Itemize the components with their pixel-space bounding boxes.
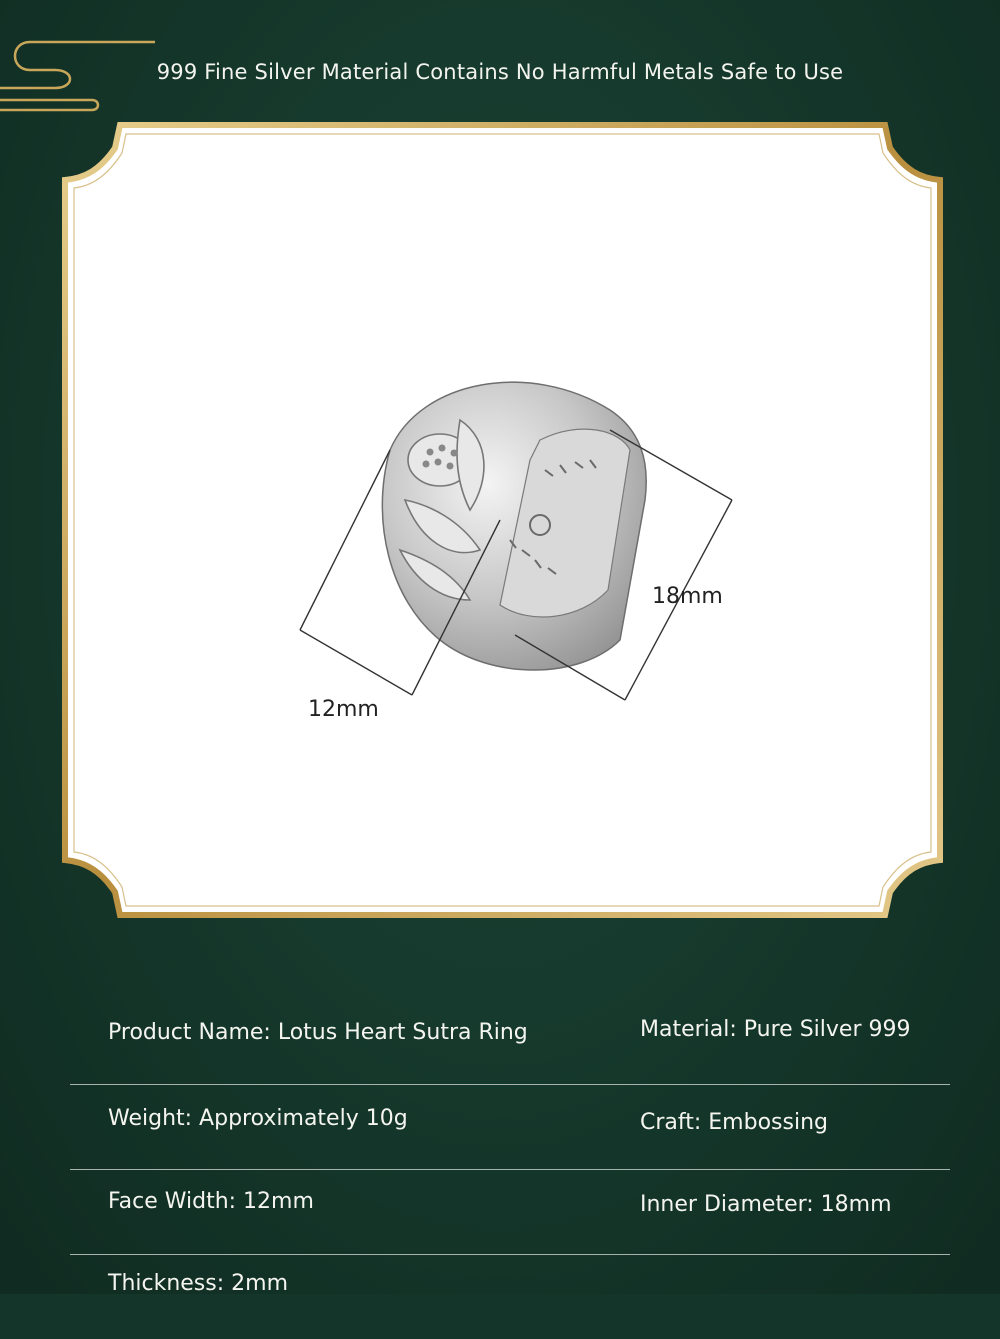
spec-table (70, 1000, 950, 1339)
spec-row (70, 1170, 950, 1255)
spec-row (70, 1000, 950, 1085)
spec-weight: Weight: Approximately 10g (108, 1106, 408, 1131)
spec-product-name: Product Name: Lotus Heart Sutra Ring (108, 1020, 528, 1045)
spec-row (70, 1085, 950, 1170)
diameter-dimension-label: 18mm (652, 584, 723, 609)
spec-face-width: Face Width: 12mm (108, 1189, 314, 1214)
tagline: 999 Fine Silver Material Contains No Harmful Metals Safe to Use (156, 60, 844, 84)
spec-thickness: Thickness: 2mm (108, 1271, 288, 1296)
spec-material: Material: Pure Silver 999 (640, 1017, 911, 1042)
width-dimension-label: 12mm (308, 697, 379, 722)
spec-row (70, 1255, 950, 1339)
spec-inner-diameter: Inner Diameter: 18mm (640, 1192, 892, 1217)
product-image-frame (60, 120, 945, 920)
spec-craft: Craft: Embossing (640, 1110, 828, 1135)
